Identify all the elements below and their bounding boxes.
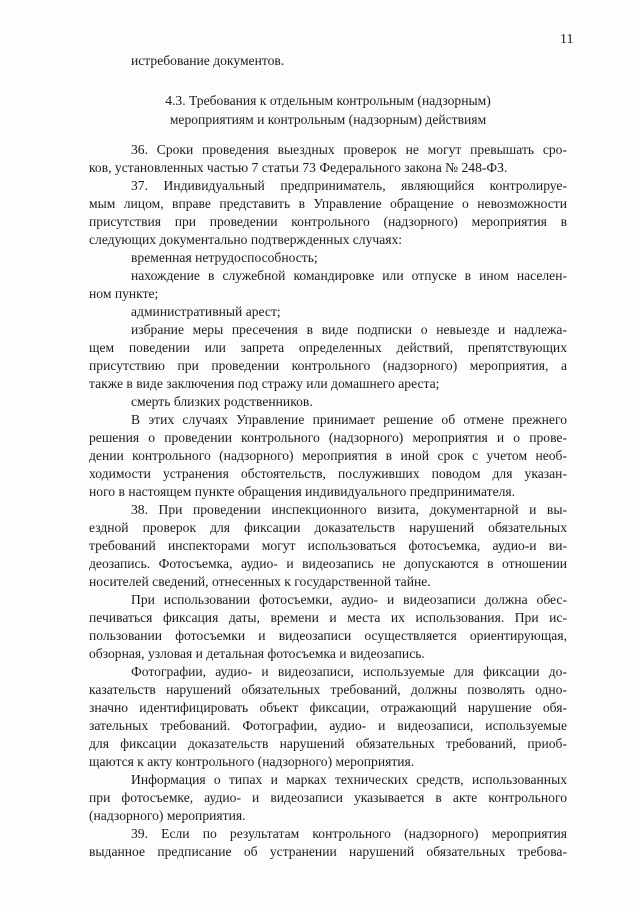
text-line: ходимости устранения обстоятельств, послуживших поводом для указан- — [89, 466, 567, 481]
text-line: для фиксации доказательств нарушений обязательных требований, приоб- — [89, 736, 567, 751]
text-line: при фотосъемке, аудио- и видеозаписи указывается в акте контрольного — [89, 790, 567, 805]
text-line: следующих документально подтвержденных случаях: — [89, 232, 403, 247]
text-line: присутствия при проведении контрольного (надзорного) мероприятия в — [89, 214, 567, 229]
text-line: В этих случаях Управление принимает решение об отмене прежнего — [131, 412, 567, 427]
text-line: При использовании фотосъемки, аудио- и видеозаписи должна обес- — [131, 592, 567, 607]
text-line: казательств нарушений обязательных требований, должны позволять одно- — [89, 682, 567, 697]
text-line: ном пункте; — [89, 286, 159, 301]
text-line: носителей сведений, отнесенных к государственной тайне. — [89, 574, 431, 589]
text-line: 38. При проведении инспекционного визита, документарной и вы- — [131, 502, 567, 517]
text-line: значно идентифицировать объект фиксации, отражающий нарушение обя- — [89, 700, 567, 715]
text-line: Информация о типах и марках технических средств, использованных — [131, 772, 567, 787]
text-line: мым лицом, вправе представить в Управление обращение о невозможности — [89, 196, 567, 211]
text-line: зательных требований. Фотографии, аудио- и видеозаписи, используемые — [89, 718, 567, 733]
text-line: смерть близких родственников. — [131, 394, 313, 409]
section-heading-line: мероприятиям и контрольным (надзорным) действиям — [169, 112, 487, 127]
text-line: щем поведении или запрета определенных действий, препятствующих — [89, 340, 567, 355]
text-line: временная нетрудоспособность; — [131, 250, 318, 265]
text-line: административный арест; — [131, 304, 281, 319]
text-line: нахождение в служебной командировке или отпуске в ином населен- — [131, 268, 567, 283]
text-line: дении контрольного (надзорного) мероприятия в иной срок с учетом необ- — [89, 448, 567, 463]
text-line: ков, установленных частью 7 статьи 73 Федерального закона № 248-ФЗ. — [89, 160, 508, 175]
text-line: печиваться фиксация даты, времени и места их использования. При ис- — [89, 610, 567, 625]
text-line: 37. Индивидуальный предприниматель, являющийся контролируе- — [131, 178, 567, 193]
text-line: щаются к акту контрольного (надзорного) мероприятия. — [89, 754, 415, 769]
text-line: также в виде заключения под стражу или домашнего ареста; — [89, 376, 440, 391]
text-line: 36. Сроки проведения выездных проверок не могут превышать сро- — [131, 142, 567, 157]
text-line: истребование документов. — [131, 53, 285, 68]
text-line: ного в настоящем пункте обращения индивидуального предпринимателя. — [89, 484, 516, 499]
text-line: решения о проведении контрольного (надзорного) мероприятия и о прове- — [89, 430, 567, 445]
page-number: 11 — [560, 32, 574, 47]
text-line: 39. Если по результатам контрольного (надзорного) мероприятия — [131, 826, 567, 841]
text-line: (надзорного) мероприятия. — [89, 808, 246, 823]
text-line: ездной проверок для фиксации доказательств нарушений обязательных — [89, 520, 567, 535]
text-line: требований инспекторами могут использоваться фотосъемка, аудио-и ви- — [89, 538, 567, 553]
text-line: выданное предписание об устранении нарушений обязательных требова- — [89, 844, 567, 859]
text-line: пользовании фотосъемки и видеозаписи осуществляется ориентирующая, — [89, 628, 567, 643]
section-heading-line: 4.3. Требования к отдельным контрольным (надзорным) — [165, 93, 491, 108]
text-line: обзорная, узловая и детальная фотосъемка и видеозапись. — [89, 646, 425, 661]
text-line: присутствию при проведении контрольного (надзорного) мероприятия, а — [89, 358, 567, 373]
text-line: избрание меры пресечения в виде подписки о невыезде и надлежа- — [131, 322, 567, 337]
text-line: деозапись. Фотосъемка, аудио- и видеозапись не допускаются в отношении — [89, 556, 567, 571]
text-line: Фотографии, аудио- и видеозаписи, используемые для фиксации до- — [131, 664, 567, 679]
